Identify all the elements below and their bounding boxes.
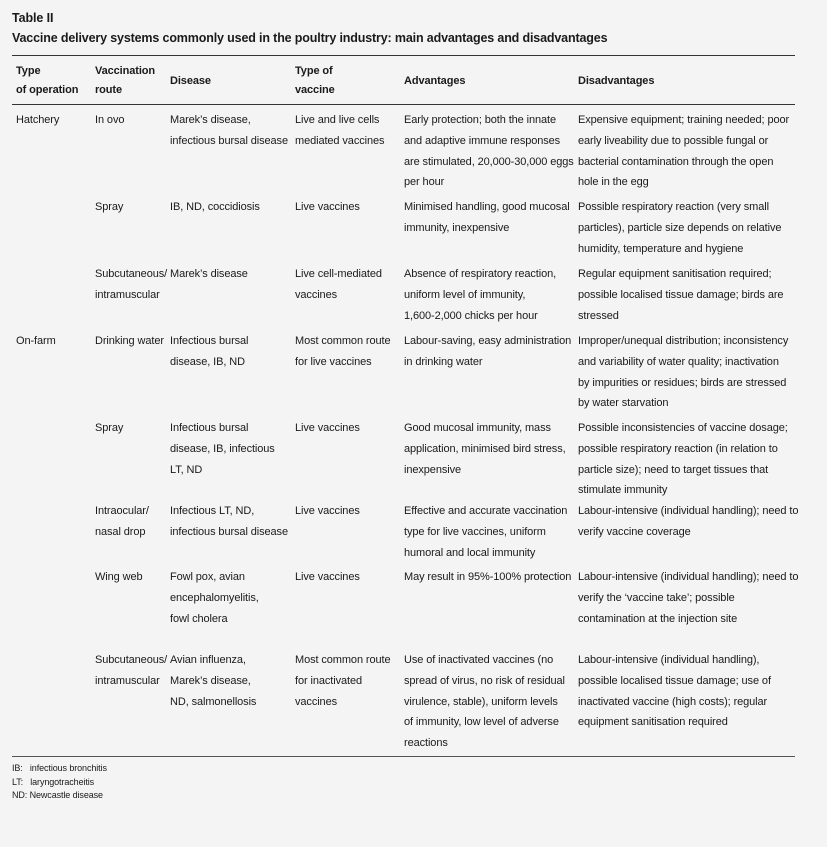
cell-disadvantages: Possible respiratory reaction (very small particles), particle size depends on relative humidity, temperature and hygiene — [578, 201, 782, 255]
table-bottom-rule — [12, 756, 795, 757]
cell-route: Subcutaneous/ intramuscular — [95, 654, 168, 687]
cell-vaccine-type: Most common route for inactivated vaccines — [295, 654, 391, 708]
cell-vaccine-type: Live vaccines — [295, 422, 360, 434]
cell-disease: Fowl pox, avian encephalomyelitis, fowl cholera — [170, 571, 259, 625]
header-vaccination-route: Vaccination route — [95, 65, 156, 96]
cell-disease: IB, ND, coccidiosis — [170, 201, 260, 213]
table-header-rule — [12, 104, 795, 105]
table-label: Table II — [12, 11, 54, 25]
cell-disadvantages: Possible inconsistencies of vaccine dosage; possible respiratory reaction (in relation to particle size); need to target tissues that stimulate immunity — [578, 422, 788, 497]
table-title: Vaccine delivery systems commonly used in the poultry industry: main advantages and disadvantages — [12, 31, 608, 45]
cell-advantages: Labour-saving, easy administration in drinking water — [404, 335, 572, 368]
cell-advantages: Minimised handling, good mucosal immunity, inexpensive — [404, 201, 570, 234]
footnote-ib: IB: infectious bronchitis — [12, 763, 107, 773]
table-top-rule — [12, 55, 795, 56]
cell-disease: Infectious bursal disease, IB, infectious LT, ND — [170, 422, 275, 476]
cell-disadvantages: Improper/unequal distribution; inconsistency and variability of water quality; inactivation by impurities or residues; birds are stressed by water starvation — [578, 335, 789, 410]
cell-disadvantages: Expensive equipment; training needed; poor early liveability due to possible fungal or bacterial contamination through the open hole in the egg — [578, 114, 790, 189]
cell-route: In ovo — [95, 114, 125, 126]
cell-route: Drinking water — [95, 335, 164, 347]
footnote-lt: LT: laryngotracheitis — [12, 776, 95, 787]
cell-advantages: Effective and accurate vaccination type for live vaccines, uniform humoral and local immunity — [404, 505, 568, 559]
header-advantages: Advantages — [404, 75, 466, 87]
header-type-of-vaccine: Type of vaccine — [295, 65, 335, 96]
cell-advantages: Early protection; both the innate and adaptive immune responses are stimulated, 20,000-30,000 eggs per hour — [404, 114, 574, 189]
header-type-of-operation: Type of operation — [16, 65, 79, 96]
cell-route: Wing web — [95, 571, 143, 583]
header-disadvantages: Disadvantages — [578, 75, 655, 87]
cell-disease: Infectious LT, ND, infectious bursal disease — [170, 505, 288, 538]
footnote-nd: ND: Newcastle disease — [12, 790, 103, 800]
cell-disease: Marek’s disease — [170, 268, 248, 280]
cell-disadvantages: Labour-intensive (individual handling); need to verify the ‘vaccine take’; possible contamination at the injection site — [578, 571, 799, 625]
cell-disease: Avian influenza, Marek’s disease, ND, salmonellosis — [170, 654, 257, 708]
cell-vaccine-type: Live vaccines — [295, 505, 360, 517]
cell-advantages: May result in 95%-100% protection — [404, 571, 572, 583]
header-disease: Disease — [170, 75, 211, 87]
cell-operation: On-farm — [16, 335, 56, 347]
cell-vaccine-type: Live cell-mediated vaccines — [295, 268, 382, 301]
cell-vaccine-type: Live and live cells mediated vaccines — [295, 114, 385, 147]
cell-route: Spray — [95, 422, 124, 434]
cell-disease: Marek’s disease, infectious bursal disease — [170, 114, 288, 147]
cell-advantages: Use of inactivated vaccines (no spread of virus, no risk of residual virulence, stable), uniform levels of immunity, low level of adverse reactions — [404, 654, 565, 750]
cell-disadvantages: Labour-intensive (individual handling), possible localised tissue damage; use of inactivated vaccine (high costs); regular equipment sanitisation required — [578, 654, 771, 729]
cell-vaccine-type: Live vaccines — [295, 571, 360, 583]
cell-disadvantages: Labour-intensive (individual handling); need to verify vaccine coverage — [578, 505, 799, 538]
cell-vaccine-type: Most common route for live vaccines — [295, 335, 391, 368]
cell-disease: Infectious bursal disease, IB, ND — [170, 335, 249, 368]
cell-vaccine-type: Live vaccines — [295, 201, 360, 213]
cell-route: Spray — [95, 201, 124, 213]
cell-advantages: Absence of respiratory reaction, uniform level of immunity, 1,600-2,000 chicks per hour — [404, 268, 557, 322]
cell-route: Subcutaneous/ intramuscular — [95, 268, 168, 301]
footnotes — [12, 762, 107, 803]
cell-advantages: Good mucosal immunity, mass application, minimised bird stress, inexpensive — [404, 422, 566, 476]
cell-disadvantages: Regular equipment sanitisation required; possible localised tissue damage; birds are stressed — [578, 268, 784, 322]
cell-route: Intraocular/ nasal drop — [95, 505, 149, 538]
cell-operation: Hatchery — [16, 114, 60, 126]
